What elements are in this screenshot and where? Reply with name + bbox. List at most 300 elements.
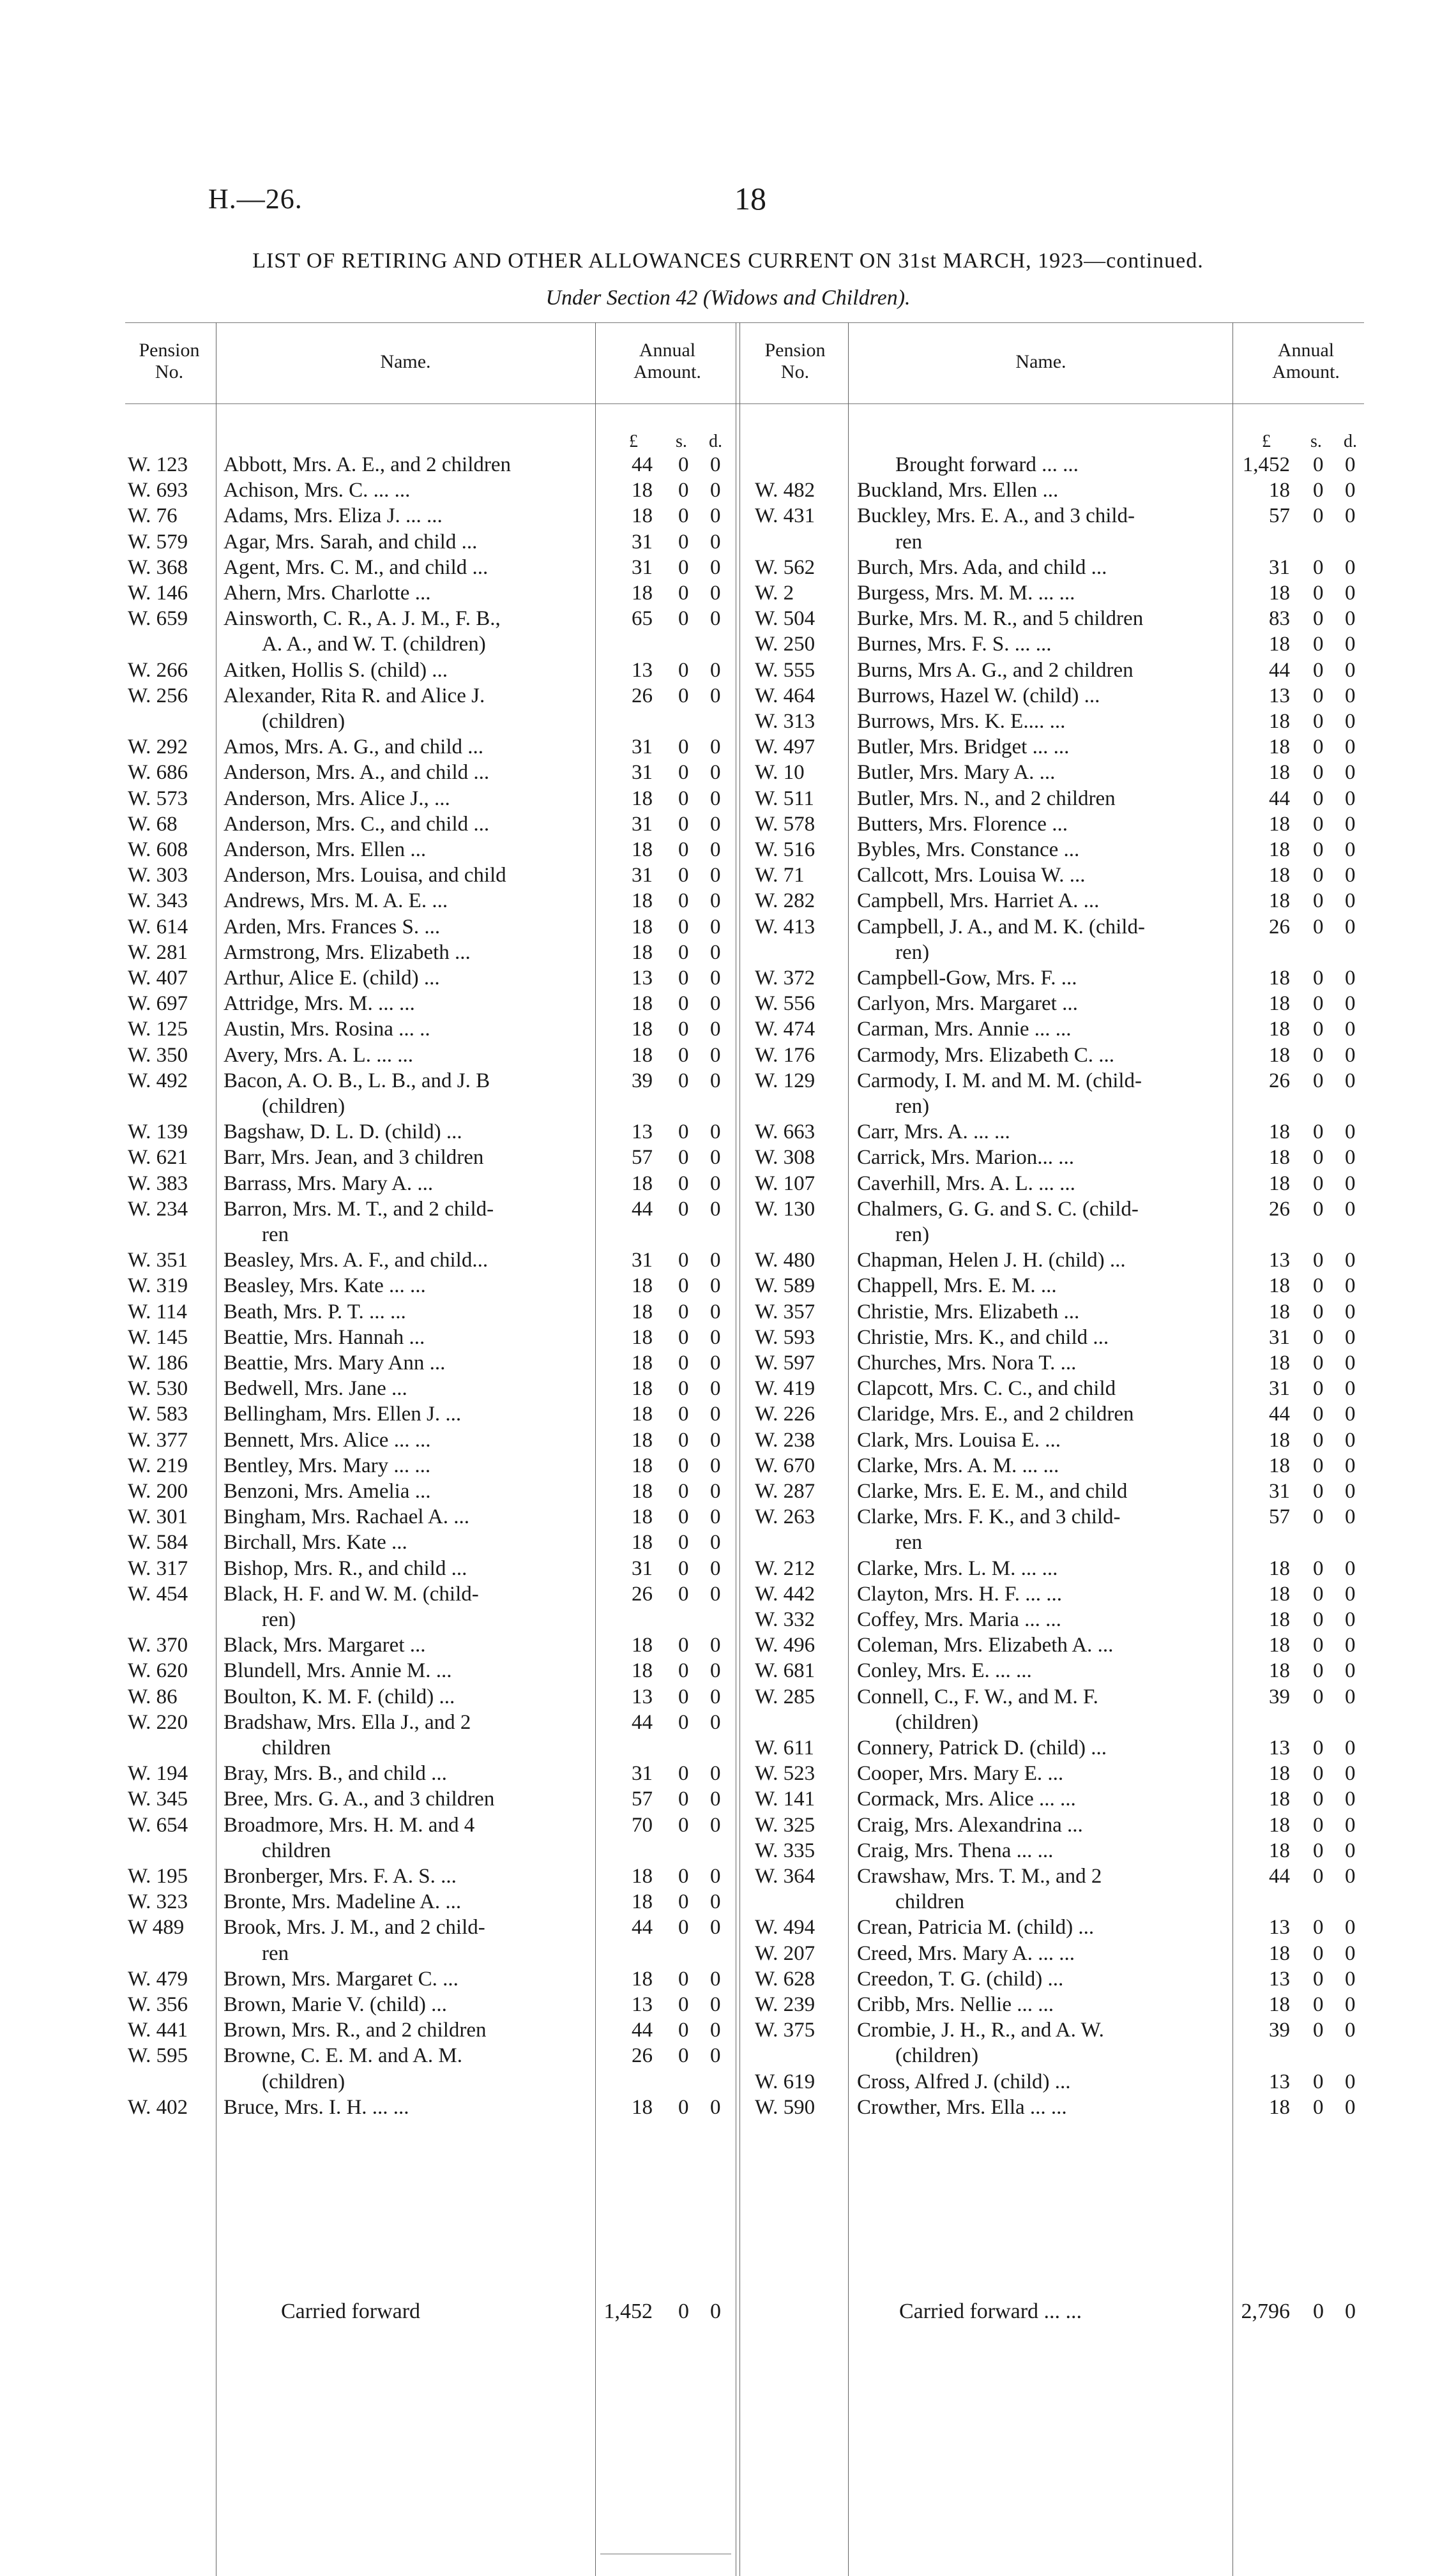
entry-name: Bybles, Mrs. Constance ... [857, 838, 1080, 861]
pension-number: W. 319 [128, 1274, 188, 1298]
amount-pence: 0 [710, 1634, 721, 1657]
amount-shillings: 0 [1313, 1839, 1324, 1862]
pence-label: d. [709, 432, 722, 451]
pension-number: W. 511 [755, 787, 814, 810]
entry-name-continued: children [262, 1736, 331, 1759]
amount-pence: 0 [1345, 967, 1356, 990]
pension-number: W. 200 [128, 1480, 188, 1503]
amount-shillings: 0 [678, 1171, 689, 1195]
pension-number: W. 573 [128, 787, 188, 810]
entry-name: Connell, C., F. W., and M. F. [857, 1685, 1098, 1708]
amount-pence: 0 [1345, 453, 1356, 476]
amount-pence: 0 [1345, 1377, 1356, 1401]
pension-number: W. 419 [755, 1377, 815, 1401]
pension-number: W. 431 [755, 504, 815, 528]
pension-number: W. 195 [128, 1865, 188, 1888]
table-row [0, 1658, 1456, 1683]
amount-shillings: 0 [1313, 658, 1324, 682]
amount-pence: 0 [710, 607, 721, 631]
pension-number: W. 357 [755, 1300, 815, 1323]
amount-pence: 0 [710, 1505, 721, 1529]
amount-pence: 0 [1345, 1428, 1356, 1452]
table-row [0, 965, 1456, 991]
amount-shillings: 0 [1313, 710, 1324, 733]
entry-name: Brought forward ... ... [895, 453, 1079, 476]
amount-pounds: 18 [1269, 1582, 1290, 1606]
entry-name: Chappell, Mrs. E. M. ... [857, 1274, 1057, 1298]
amount-pounds: 31 [1269, 1377, 1290, 1401]
entry-name: Burgess, Mrs. M. M. ... ... [857, 582, 1075, 605]
entry-name-continued: children [262, 1839, 331, 1862]
entry-name: Bronberger, Mrs. F. A. S. ... [224, 1865, 457, 1888]
entry-name: Burns, Mrs A. G., and 2 children [857, 658, 1134, 682]
amount-shillings: 0 [678, 1582, 689, 1606]
amount-pounds: 31 [632, 1249, 653, 1272]
pension-number: W. 345 [128, 1788, 188, 1811]
amount-pounds: 44 [632, 1197, 653, 1221]
amount-pounds: 13 [1269, 684, 1290, 707]
amount-shillings: 0 [1313, 787, 1324, 810]
pension-number: W. 282 [755, 889, 815, 913]
pension-number: W. 368 [128, 555, 188, 579]
amount-pence: 0 [1345, 2019, 1356, 2042]
table-row [0, 1119, 1456, 1145]
amount-pence: 0 [1345, 504, 1356, 528]
shillings-label: s. [1310, 432, 1322, 451]
amount-pounds: 18 [1269, 1274, 1290, 1298]
pension-number: W. 496 [755, 1634, 815, 1657]
entry-name: Agar, Mrs. Sarah, and child ... [224, 530, 478, 554]
pension-number: W. 595 [128, 2044, 188, 2068]
amount-pence: 0 [1345, 1171, 1356, 1195]
entry-name: Carrick, Mrs. Marion... ... [857, 1146, 1075, 1170]
left-carried-forward-s: 0 [678, 2300, 689, 2323]
entry-name: Bray, Mrs. B., and child ... [224, 1762, 447, 1786]
entry-name: Black, H. F. and W. M. (child- [224, 1582, 479, 1606]
amount-pounds: 18 [632, 1890, 653, 1914]
pension-number: W. 139 [128, 1120, 188, 1144]
table-row [0, 1043, 1456, 1068]
amount-pounds: 18 [1269, 582, 1290, 605]
amount-shillings: 0 [678, 1146, 689, 1170]
amount-pounds: 18 [632, 1352, 653, 1375]
entry-name: Bellingham, Mrs. Ellen J. ... [224, 1403, 462, 1426]
left-carried-forward-total: 1,452 [603, 2300, 653, 2323]
amount-pence: 0 [1345, 1634, 1356, 1657]
amount-pence: 0 [710, 1762, 721, 1786]
entry-name: Carmody, I. M. and M. M. (child- [857, 1069, 1142, 1092]
amount-shillings: 0 [678, 915, 689, 938]
pension-number: W. 256 [128, 684, 188, 707]
pension-number: W. 377 [128, 1428, 188, 1452]
amount-pounds: 18 [632, 1480, 653, 1503]
amount-pence: 0 [710, 1146, 721, 1170]
entry-name: Beattie, Mrs. Hannah ... [224, 1325, 425, 1349]
amount-pounds: 44 [1269, 1403, 1290, 1426]
amount-pence: 0 [710, 1788, 721, 1811]
pension-number: W. 323 [128, 1890, 188, 1914]
amount-shillings: 0 [1313, 1377, 1324, 1401]
amount-pounds: 18 [1269, 838, 1290, 861]
pension-number: W. 125 [128, 1018, 188, 1041]
entry-name: Chapman, Helen J. H. (child) ... [857, 1249, 1126, 1272]
entry-name: Carman, Mrs. Annie ... ... [857, 1018, 1072, 1041]
pension-number: W. 129 [755, 1069, 815, 1092]
page-subtitle: Under Section 42 (Widows and Children). [545, 286, 911, 310]
amount-pounds: 70 [632, 1813, 653, 1837]
amount-pence: 0 [1345, 1556, 1356, 1580]
entry-name: Agent, Mrs. C. M., and child ... [224, 555, 489, 579]
entry-name: Arthur, Alice E. (child) ... [224, 967, 440, 990]
pension-number: W. 308 [755, 1146, 815, 1170]
amount-pounds: 44 [1269, 787, 1290, 810]
entry-name-continued: ren) [895, 940, 930, 964]
amount-shillings: 0 [678, 1377, 689, 1401]
amount-pounds: 44 [632, 1916, 653, 1940]
pension-number: W. 589 [755, 1274, 815, 1298]
amount-pounds: 44 [632, 453, 653, 476]
amount-pounds: 13 [632, 1993, 653, 2016]
amount-pence: 0 [1345, 684, 1356, 707]
entry-name: Achison, Mrs. C. ... ... [224, 479, 411, 502]
amount-shillings: 0 [678, 1069, 689, 1092]
amount-shillings: 0 [678, 1043, 689, 1067]
table-row [0, 1068, 1456, 1118]
pension-number: W. 123 [128, 453, 188, 476]
page-ref: H.—26. [208, 183, 303, 215]
pension-number: W. 146 [128, 582, 188, 605]
pension-number: W. 219 [128, 1454, 188, 1477]
entry-name: Campbell, Mrs. Harriet A. ... [857, 889, 1100, 913]
entry-name: Coffey, Mrs. Maria ... ... [857, 1608, 1061, 1631]
pension-number: W. 413 [755, 915, 815, 938]
pension-number: W. 504 [755, 607, 815, 631]
amount-pounds: 13 [1269, 1736, 1290, 1759]
entry-name: Conley, Mrs. E. ... ... [857, 1659, 1032, 1683]
amount-shillings: 0 [1313, 1197, 1324, 1221]
table-row [0, 1453, 1456, 1479]
pounds-label: £ [629, 432, 638, 451]
pension-number: W. 194 [128, 1762, 188, 1786]
amount-pounds: 31 [1269, 1480, 1290, 1503]
amount-pence: 0 [1345, 838, 1356, 861]
amount-shillings: 0 [1313, 504, 1324, 528]
amount-pounds: 18 [1269, 1428, 1290, 1452]
amount-pence: 0 [1345, 1480, 1356, 1503]
amount-pence: 0 [1345, 1762, 1356, 1786]
amount-pounds: 18 [1269, 1941, 1290, 1965]
amount-shillings: 0 [678, 2019, 689, 2042]
pension-number: W. 454 [128, 1582, 188, 1606]
entry-name: Burnes, Mrs. F. S. ... ... [857, 633, 1052, 656]
entry-name: Crowther, Mrs. Ella ... ... [857, 2095, 1067, 2119]
amount-pounds: 31 [632, 1762, 653, 1786]
pension-number: W. 186 [128, 1352, 188, 1375]
amount-pence: 0 [1345, 1352, 1356, 1375]
table-row [0, 1145, 1456, 1170]
amount-pence: 0 [1345, 1839, 1356, 1862]
amount-pence: 0 [710, 812, 721, 836]
amount-pence: 0 [1345, 1685, 1356, 1708]
table-row [0, 1761, 1456, 1786]
amount-pence: 0 [710, 2044, 721, 2068]
pension-number: W. 301 [128, 1505, 188, 1529]
amount-shillings: 0 [1313, 1325, 1324, 1349]
pension-number: W. 372 [755, 967, 815, 990]
table-row [0, 1401, 1456, 1427]
entry-name: Beath, Mrs. P. T. ... ... [224, 1300, 406, 1323]
entry-name: Clarke, Mrs. E. E. M., and child [857, 1480, 1128, 1503]
amount-pence: 0 [1345, 1249, 1356, 1272]
amount-shillings: 0 [678, 761, 689, 785]
entry-name-continued: A. A., and W. T. (children) [262, 633, 486, 656]
amount-shillings: 0 [678, 1710, 689, 1734]
entry-name: Barrass, Mrs. Mary A. ... [224, 1171, 434, 1195]
amount-pence: 0 [710, 1710, 721, 1734]
pension-number: W. 516 [755, 838, 815, 861]
amount-pence: 0 [1345, 1916, 1356, 1940]
entry-name: Beattie, Mrs. Mary Ann ... [224, 1352, 446, 1375]
pension-number: W. 10 [755, 761, 805, 785]
entry-name: Butters, Mrs. Florence ... [857, 812, 1068, 836]
amount-pence: 0 [1345, 2095, 1356, 2119]
amount-shillings: 0 [1313, 453, 1324, 476]
amount-pounds: 57 [632, 1788, 653, 1811]
entry-name: Bingham, Mrs. Rachael A. ... [224, 1505, 469, 1529]
entry-name: Bree, Mrs. G. A., and 3 children [224, 1788, 495, 1811]
pension-number: W. 2 [755, 582, 794, 605]
entry-name: Bagshaw, D. L. D. (child) ... [224, 1120, 462, 1144]
entry-name: Clark, Mrs. Louisa E. ... [857, 1428, 1061, 1452]
pension-number: W. 556 [755, 992, 815, 1016]
amount-pence: 0 [710, 1582, 721, 1606]
entry-name: Clarke, Mrs. F. K., and 3 child- [857, 1505, 1121, 1529]
amount-pence: 0 [1345, 889, 1356, 913]
amount-shillings: 0 [678, 1403, 689, 1426]
pension-number: W. 579 [128, 530, 188, 554]
amount-shillings: 0 [1313, 967, 1324, 990]
left-carried-forward-label: Carried forward [281, 2300, 421, 2323]
pension-number: W. 332 [755, 1608, 815, 1631]
entry-name: Brown, Mrs. R., and 2 children [224, 2019, 487, 2042]
amount-shillings: 0 [1313, 684, 1324, 707]
amount-shillings: 0 [1313, 1634, 1324, 1657]
pension-number: W. 530 [128, 1377, 188, 1401]
entry-name: Campbell-Gow, Mrs. F. ... [857, 967, 1077, 990]
pension-number: W. 212 [755, 1556, 815, 1580]
entry-name: Broadmore, Mrs. H. M. and 4 [224, 1813, 475, 1837]
amount-pence: 0 [1345, 1403, 1356, 1426]
pension-number: W. 584 [128, 1531, 188, 1555]
amount-pence: 0 [1345, 607, 1356, 631]
entry-name: Carlyon, Mrs. Margaret ... [857, 992, 1078, 1016]
table-row [0, 452, 1456, 478]
entry-name: Bruce, Mrs. I. H. ... ... [224, 2095, 409, 2119]
amount-shillings: 0 [1313, 1403, 1324, 1426]
entry-name: Benzoni, Mrs. Amelia ... [224, 1480, 431, 1503]
entry-name: Carmody, Mrs. Elizabeth C. ... [857, 1043, 1114, 1067]
pension-number: W. 474 [755, 1018, 815, 1041]
entry-name: Cross, Alfred J. (child) ... [857, 2070, 1071, 2093]
table-row [0, 2095, 1456, 2120]
pension-number: W. 76 [128, 504, 178, 528]
table-row [0, 862, 1456, 888]
amount-pounds: 44 [1269, 658, 1290, 682]
amount-pounds: 18 [1269, 1608, 1290, 1631]
pounds-label: £ [1262, 432, 1271, 451]
table-row [0, 555, 1456, 580]
amount-shillings: 0 [678, 1120, 689, 1144]
amount-pounds: 18 [632, 504, 653, 528]
amount-pounds: 13 [1269, 2070, 1290, 2093]
amount-shillings: 0 [1313, 1120, 1324, 1144]
amount-pounds: 44 [632, 2019, 653, 2042]
pension-number: W. 356 [128, 1993, 188, 2016]
amount-shillings: 0 [1313, 1300, 1324, 1323]
amount-pounds: 18 [632, 1300, 653, 1323]
amount-shillings: 0 [678, 530, 689, 554]
amount-pence: 0 [710, 1249, 721, 1272]
amount-shillings: 0 [1313, 1069, 1324, 1092]
amount-pounds: 18 [1269, 1043, 1290, 1067]
right-carried-forward-d: 0 [1345, 2300, 1356, 2323]
amount-shillings: 0 [1313, 1582, 1324, 1606]
entry-name: Christie, Mrs. Elizabeth ... [857, 1300, 1080, 1323]
table-row [0, 1966, 1456, 1992]
amount-pounds: 65 [632, 607, 653, 631]
entry-name-continued: ren) [262, 1608, 296, 1631]
entry-name: Amos, Mrs. A. G., and child ... [224, 735, 483, 759]
amount-shillings: 0 [1313, 1274, 1324, 1298]
pension-number: W. 207 [755, 1941, 815, 1965]
amount-pence: 0 [710, 838, 721, 861]
amount-pence: 0 [1345, 582, 1356, 605]
amount-pounds: 26 [1269, 915, 1290, 938]
amount-pounds: 13 [632, 1120, 653, 1144]
entry-name-continued: ren [262, 1941, 289, 1965]
table-row [0, 580, 1456, 606]
table-row [0, 683, 1456, 709]
amount-pence: 0 [1345, 1788, 1356, 1811]
entry-name: Clayton, Mrs. H. F. ... ... [857, 1582, 1062, 1606]
amount-shillings: 0 [678, 812, 689, 836]
entry-name: Craig, Mrs. Alexandrina ... [857, 1813, 1083, 1837]
pence-label: d. [1344, 432, 1357, 451]
amount-shillings: 0 [678, 1480, 689, 1503]
header-bottom-rule [125, 403, 1364, 404]
amount-pounds: 18 [632, 1377, 653, 1401]
amount-shillings: 0 [678, 1634, 689, 1657]
entry-name: Anderson, Mrs. Louisa, and child [224, 864, 506, 887]
entry-name: Barr, Mrs. Jean, and 3 children [224, 1146, 484, 1170]
entry-name: Bedwell, Mrs. Jane ... [224, 1377, 407, 1401]
table-row [0, 709, 1456, 734]
amount-shillings: 0 [1313, 1865, 1324, 1888]
amount-pounds: 18 [1269, 710, 1290, 733]
amount-shillings: 0 [678, 555, 689, 579]
amount-shillings: 0 [678, 787, 689, 810]
pension-number: W. 226 [755, 1403, 815, 1426]
pension-number: W. 303 [128, 864, 188, 887]
amount-pence: 0 [1345, 710, 1356, 733]
amount-pounds: 83 [1269, 607, 1290, 631]
amount-pence: 0 [710, 1300, 721, 1323]
amount-pounds: 31 [632, 735, 653, 759]
pension-number: W. 628 [755, 1967, 815, 1991]
amount-pounds: 13 [632, 1685, 653, 1708]
amount-pence: 0 [1345, 1813, 1356, 1837]
table-row [0, 991, 1456, 1016]
header-annual-amount: Annual Amount. [1272, 340, 1340, 382]
amount-pounds: 26 [1269, 1069, 1290, 1092]
amount-pounds: 18 [1269, 1300, 1290, 1323]
amount-shillings: 0 [1313, 1480, 1324, 1503]
entry-name: Blundell, Mrs. Annie M. ... [224, 1659, 452, 1683]
entry-name-continued: ren [895, 530, 923, 554]
amount-pence: 0 [1345, 1454, 1356, 1477]
amount-pence: 0 [710, 1352, 721, 1375]
pension-number: W. 176 [755, 1043, 815, 1067]
amount-pounds: 31 [632, 864, 653, 887]
entry-name: Brown, Mrs. Margaret C. ... [224, 1967, 459, 1991]
amount-pence: 0 [710, 658, 721, 682]
pension-number: W. 107 [755, 1171, 815, 1195]
amount-pounds: 18 [632, 787, 653, 810]
entry-name: Clarke, Mrs. A. M. ... ... [857, 1454, 1059, 1477]
amount-pence: 0 [1345, 1018, 1356, 1041]
amount-pounds: 57 [1269, 504, 1290, 528]
amount-pence: 0 [710, 2019, 721, 2042]
entry-name: Brook, Mrs. J. M., and 2 child- [224, 1916, 485, 1940]
amount-pounds: 18 [1269, 1839, 1290, 1862]
amount-pounds: 18 [1269, 1659, 1290, 1683]
entry-name: Callcott, Mrs. Louisa W. ... [857, 864, 1086, 887]
amount-pounds: 31 [632, 530, 653, 554]
amount-pounds: 18 [632, 992, 653, 1016]
entry-name: Brown, Marie V. (child) ... [224, 1993, 447, 2016]
amount-shillings: 0 [678, 1916, 689, 1940]
entry-name-continued: ren) [895, 1223, 930, 1246]
amount-pounds: 39 [1269, 2019, 1290, 2042]
amount-shillings: 0 [1313, 889, 1324, 913]
entry-name: Caverhill, Mrs. A. L. ... ... [857, 1171, 1075, 1195]
amount-shillings: 0 [1313, 1916, 1324, 1940]
amount-pounds: 31 [632, 1556, 653, 1580]
amount-pence: 0 [710, 684, 721, 707]
amount-shillings: 0 [1313, 555, 1324, 579]
amount-pounds: 18 [1269, 1454, 1290, 1477]
entry-name: Austin, Mrs. Rosina ... .. [224, 1018, 430, 1041]
pension-number: W. 114 [128, 1300, 187, 1323]
amount-pounds: 18 [1269, 889, 1290, 913]
amount-pence: 0 [710, 479, 721, 502]
amount-pence: 0 [1345, 992, 1356, 1016]
table-row [0, 529, 1456, 555]
table-row [0, 786, 1456, 811]
entry-name: Buckland, Mrs. Ellen ... [857, 479, 1059, 502]
amount-shillings: 0 [1313, 1788, 1324, 1811]
amount-pence: 0 [1345, 1967, 1356, 1991]
table-row [0, 760, 1456, 785]
pension-number: W. 402 [128, 2095, 188, 2119]
amount-pence: 0 [710, 555, 721, 579]
amount-pence: 0 [1345, 1608, 1356, 1631]
amount-pence: 0 [710, 1454, 721, 1477]
amount-pounds: 18 [632, 940, 653, 964]
amount-pence: 0 [710, 1813, 721, 1837]
pension-number: W. 480 [755, 1249, 815, 1272]
entry-name: Burch, Mrs. Ada, and child ... [857, 555, 1107, 579]
